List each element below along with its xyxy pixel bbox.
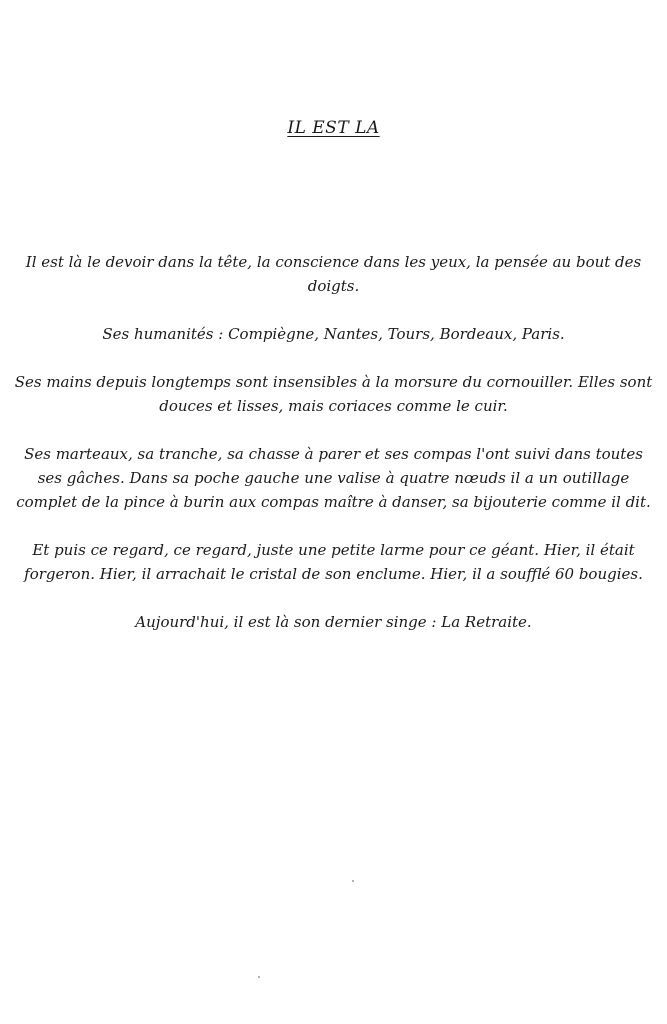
paragraph-2: Ses humanités : Compiègne, Nantes, Tours, Bordeaux, Paris.	[102, 325, 565, 343]
paragraph-5: Et puis ce regard, ce regard, juste une petite larme pour ce géant. Hier, il était forgeron. Hier, il arrachait le cristal de son enclume. Hier, il a soufflé 60 bougies.	[24, 541, 643, 583]
paragraph-1: Il est là le devoir dans la tête, la conscience dans les yeux, la pensée au bout des doigts.	[25, 253, 642, 295]
scan-speck	[258, 976, 260, 978]
document-title: IL EST LA	[287, 118, 380, 138]
document-body	[12, 250, 655, 658]
paragraph-4: Ses marteaux, sa tranche, sa chasse à parer et ses compas l'ont suivi dans toutes ses gâches. Dans sa poche gauche une valise à quatre nœuds il a un outillage complet de la pince à burin aux compas maître à danser, sa bijouterie comme il dit.	[16, 445, 651, 511]
paragraph-3: Ses mains depuis longtemps sont insensibles à la morsure du cornouiller. Elles sont douces et lisses, mais coriaces comme le cuir.	[14, 373, 653, 415]
scan-speck	[352, 880, 354, 882]
paragraph-6: Aujourd'hui, il est là son dernier singe : La Retraite.	[135, 613, 532, 631]
